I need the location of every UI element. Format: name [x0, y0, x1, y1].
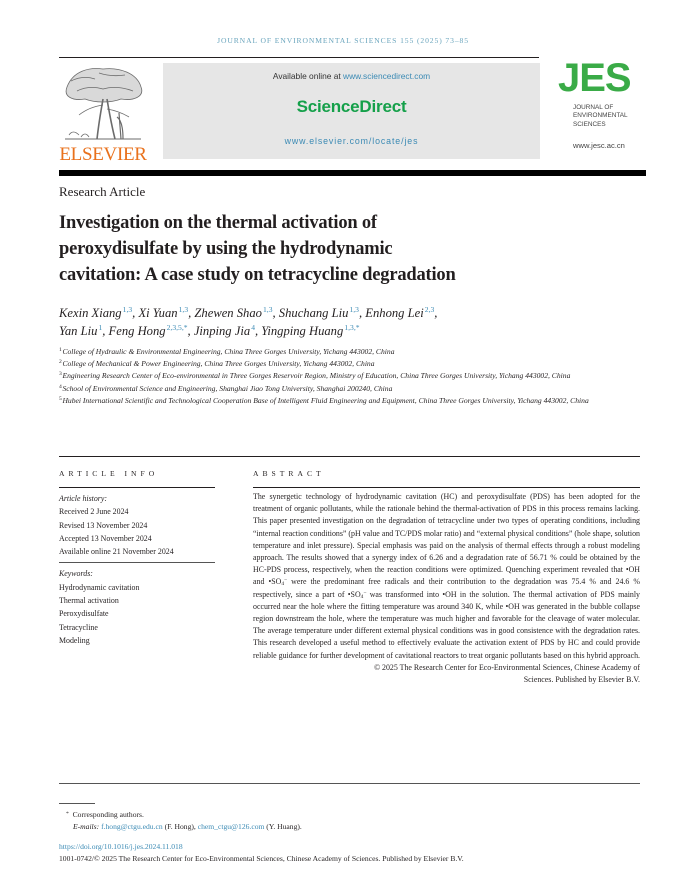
abstract-text: were the predominant free radicals and their contribution to the degradation was 75.4 % and 24.6 % respectively, since a part of •SO [253, 577, 640, 599]
author-name: Yan Liu [59, 324, 98, 338]
abstract-heading: ABSTRACT [253, 469, 325, 478]
author-affiliation-link[interactable]: 1,3 [122, 305, 133, 314]
running-head: JOURNAL OF ENVIRONMENTAL SCIENCES 155 (2025) 73–85 [217, 36, 469, 45]
history-item: Accepted 13 November 2024 [59, 533, 152, 543]
author-affiliation-link[interactable]: 1,3 [178, 305, 189, 314]
affiliation-text: Hubei International Scientific and Technological Cooperation Base of Intelligent Fluid Engineering and Equipment, China Three Gorges University, Yichang 443002, China [62, 395, 589, 405]
email-link[interactable]: f.hong@ctgu.edu.cn [101, 822, 163, 831]
footer-rule [59, 783, 640, 784]
affiliation-number: 1 [59, 347, 62, 353]
affiliation-text: College of Mechanical & Power Engineering, China Three Gorges University, Yichang 443002, China [62, 359, 375, 369]
abstract-copyright [253, 662, 640, 686]
keywords-rule [59, 562, 215, 563]
issn-copyright: 1001-0742/© 2025 The Research Center for Eco-Environmental Sciences, Chinese Academy of Sciences. Published by Elsevier B.V. [59, 854, 464, 863]
footnote-rule [59, 803, 95, 804]
author-affiliation-link[interactable]: 4 [251, 323, 255, 332]
keyword-item: Peroxydisulfate [59, 609, 109, 619]
author-affiliation-link[interactable]: 1,3 [263, 305, 273, 314]
affiliation-list [59, 346, 640, 407]
subscript: 4 [360, 593, 364, 600]
author-name: Kexin Xiang [59, 306, 122, 320]
asterisk-mark: * [66, 811, 69, 817]
footnotes [66, 808, 302, 833]
jes-name-line: ENVIRONMENTAL [573, 112, 628, 120]
emails-label: E-mails: [73, 822, 100, 831]
keyword-item: Tetracycline [59, 622, 98, 632]
keywords-label: Keywords: [59, 569, 93, 579]
article-history [59, 492, 219, 558]
affiliation-number: 5 [59, 395, 62, 402]
title-line: cavitation: A case study on tetracycline degradation [59, 265, 456, 285]
title-line: Investigation on the thermal activation of [59, 213, 377, 233]
affiliation-text: School of Environmental Science and Engineering, Shanghai Jiao Tong University, Shanghai 200240, China [62, 383, 393, 393]
affiliation-item [59, 395, 640, 407]
title-line: peroxydisulfate by using the hydrodynamic [59, 239, 393, 259]
article-type: Research Article [59, 184, 146, 199]
jes-journal-name [573, 104, 628, 129]
author-name: Enhong Lei [365, 306, 424, 320]
section-divider [59, 456, 640, 457]
author-affiliation-link[interactable]: 1 [98, 323, 103, 332]
abstract-body [253, 491, 640, 662]
author-affiliation-link[interactable]: 2,3 [424, 305, 435, 314]
superscript: − [363, 589, 367, 596]
sciencedirect-logo: ScienceDirect [296, 97, 407, 116]
jes-name-line: JOURNAL OF [573, 104, 614, 111]
email-note [66, 821, 302, 833]
available-online-prefix: Available online at [272, 71, 344, 81]
email-owner: (Y. Huang). [264, 822, 302, 831]
article-title [59, 210, 589, 288]
author-name: Shuchang Liu [278, 306, 349, 320]
author-list: Kexin Xiang $^{1,3}$, Xi Yuan $^{1,3}$, Zhewen Shao $^{1,3}$, Shuchang Liu $^{1,3}$, Enhong Lei $^{2,3}$, Yan Liu $^1$, Feng Hong $^{2,3,5,*}$, Jinping Jia $^4$, Yingping Huang $^{1,3,*}$ [59, 305, 438, 338]
subscript: 4 [281, 581, 285, 588]
email-link[interactable]: chem_ctgu@126.com [197, 822, 265, 831]
affiliation-text: Engineering Research Center of Eco-environmental in Three Gorges Reservoir Region, Ministry of Education, China Three Gorges University, Yichang 443002, China [62, 371, 571, 381]
doi-block [59, 841, 464, 865]
history-item: Available online 21 November 2024 [59, 547, 174, 557]
author-name: Zhewen Shao [194, 306, 262, 320]
keywords [59, 567, 219, 647]
author-name: Jinping Jia [193, 324, 251, 338]
email-owner: (F. Hong), [162, 822, 198, 831]
keyword-item: Hydrodynamic cavitation [59, 582, 140, 592]
superscript: − [284, 577, 288, 584]
jes-name-line: SCIENCES [573, 120, 606, 128]
keyword-item: Modeling [59, 635, 90, 645]
abstract-column [253, 469, 640, 686]
jes-logo: JES [558, 56, 631, 100]
elsevier-wordmark: ELSEVIER [59, 144, 147, 165]
author-name: Xi Yuan [138, 306, 178, 320]
abstract-text: was transformed into •OH in the solution. The thermal activation of PDS mainly occurred near the hole where the fitting temperature was around 340 K, while •OH was generated in the bubble collapse region downstream the hole, where the temperature was much higher and favorable for the cleavage of water molecular. The average temperature under different external physical conditions was in good consistence with the degradation rates. This research developed a useful method to effectively evaluate the activation extent of PDS by HC and could provide reliable guidance for further development of cavitational reactors to treat organic pollutants based on this hybrid approach. [253, 589, 641, 660]
sciencedirect-link[interactable]: www.sciencedirect.com [343, 71, 431, 81]
author-affiliation-link[interactable]: 1,3 [349, 305, 359, 314]
article-info-heading: ARTICLE INFO [59, 469, 159, 478]
affiliation-item [59, 346, 640, 358]
keyword-item: Thermal activation [59, 596, 119, 606]
history-item: Revised 13 November 2024 [59, 520, 148, 530]
author-affiliation-link[interactable]: 2,3,5,* [166, 323, 188, 332]
front-matter [59, 183, 640, 407]
corresponding-text: Corresponding authors. [72, 810, 144, 819]
affiliation-item [59, 383, 640, 395]
corresponding-note [66, 808, 302, 821]
header-rule [59, 57, 539, 58]
author-name: Feng Hong [108, 324, 166, 338]
abstract-rule [253, 487, 640, 488]
masthead-bar [59, 170, 646, 176]
author-affiliation-link[interactable]: 1,3,* [344, 323, 360, 332]
article-info-column [59, 469, 219, 647]
elsevier-tree-logo [59, 65, 147, 145]
available-online-text [163, 71, 540, 81]
doi-link[interactable]: https://doi.org/10.1016/j.jes.2024.11.018 [59, 842, 183, 851]
affiliation-number: 4 [59, 383, 62, 390]
affiliation-text: College of Hydraulic & Environmental Engineering, China Three Gorges University, Yichang 443002, China [62, 347, 395, 356]
history-item: Received 2 June 2024 [59, 507, 129, 517]
copyright-line: © 2025 The Research Center for Eco-Environmental Sciences, Chinese Academy of [374, 662, 640, 672]
affiliation-item [59, 370, 640, 382]
copyright-line: Sciences. Published by Elsevier B.V. [523, 675, 640, 685]
author-name: Yingping Huang [261, 324, 344, 338]
article-history-label: Article history: [59, 494, 107, 503]
abstract-text: The synergetic technology of hydrodynamic cavitation (HC) and peroxydisulfate (PDS) has been adopted for the treatment of organic pollutants, while the rationale behind the thermal-activation of PDS in this process remains lacking. This paper presented investigation on the degradation of tetracycline under two types of operating conditions, including “internal reaction conditions” (pH value and TC/PDS molar ratio) and “external physical conditions” (hole shape, solution temperature and inlet pressure). Special emphasis was paid on the analysis of thermal effects through a robust modeling approach. The results showed that a synergy index of 6.26 and a degradation rate of 56.71 % could be obtained by the HC-PDS process, respectively, when the reaction conditions were optimized. Quenching experiment revealed that •OH and •SO [253, 492, 640, 587]
affiliation-number: 3 [59, 371, 62, 378]
jes-site-link[interactable]: www.jesc.ac.cn [573, 141, 625, 150]
affiliation-item [59, 358, 640, 370]
article-info-rule [59, 487, 215, 488]
affiliation-number: 2 [59, 359, 62, 366]
journal-homepage-link[interactable]: www.elsevier.com/locate/jes [284, 136, 419, 146]
